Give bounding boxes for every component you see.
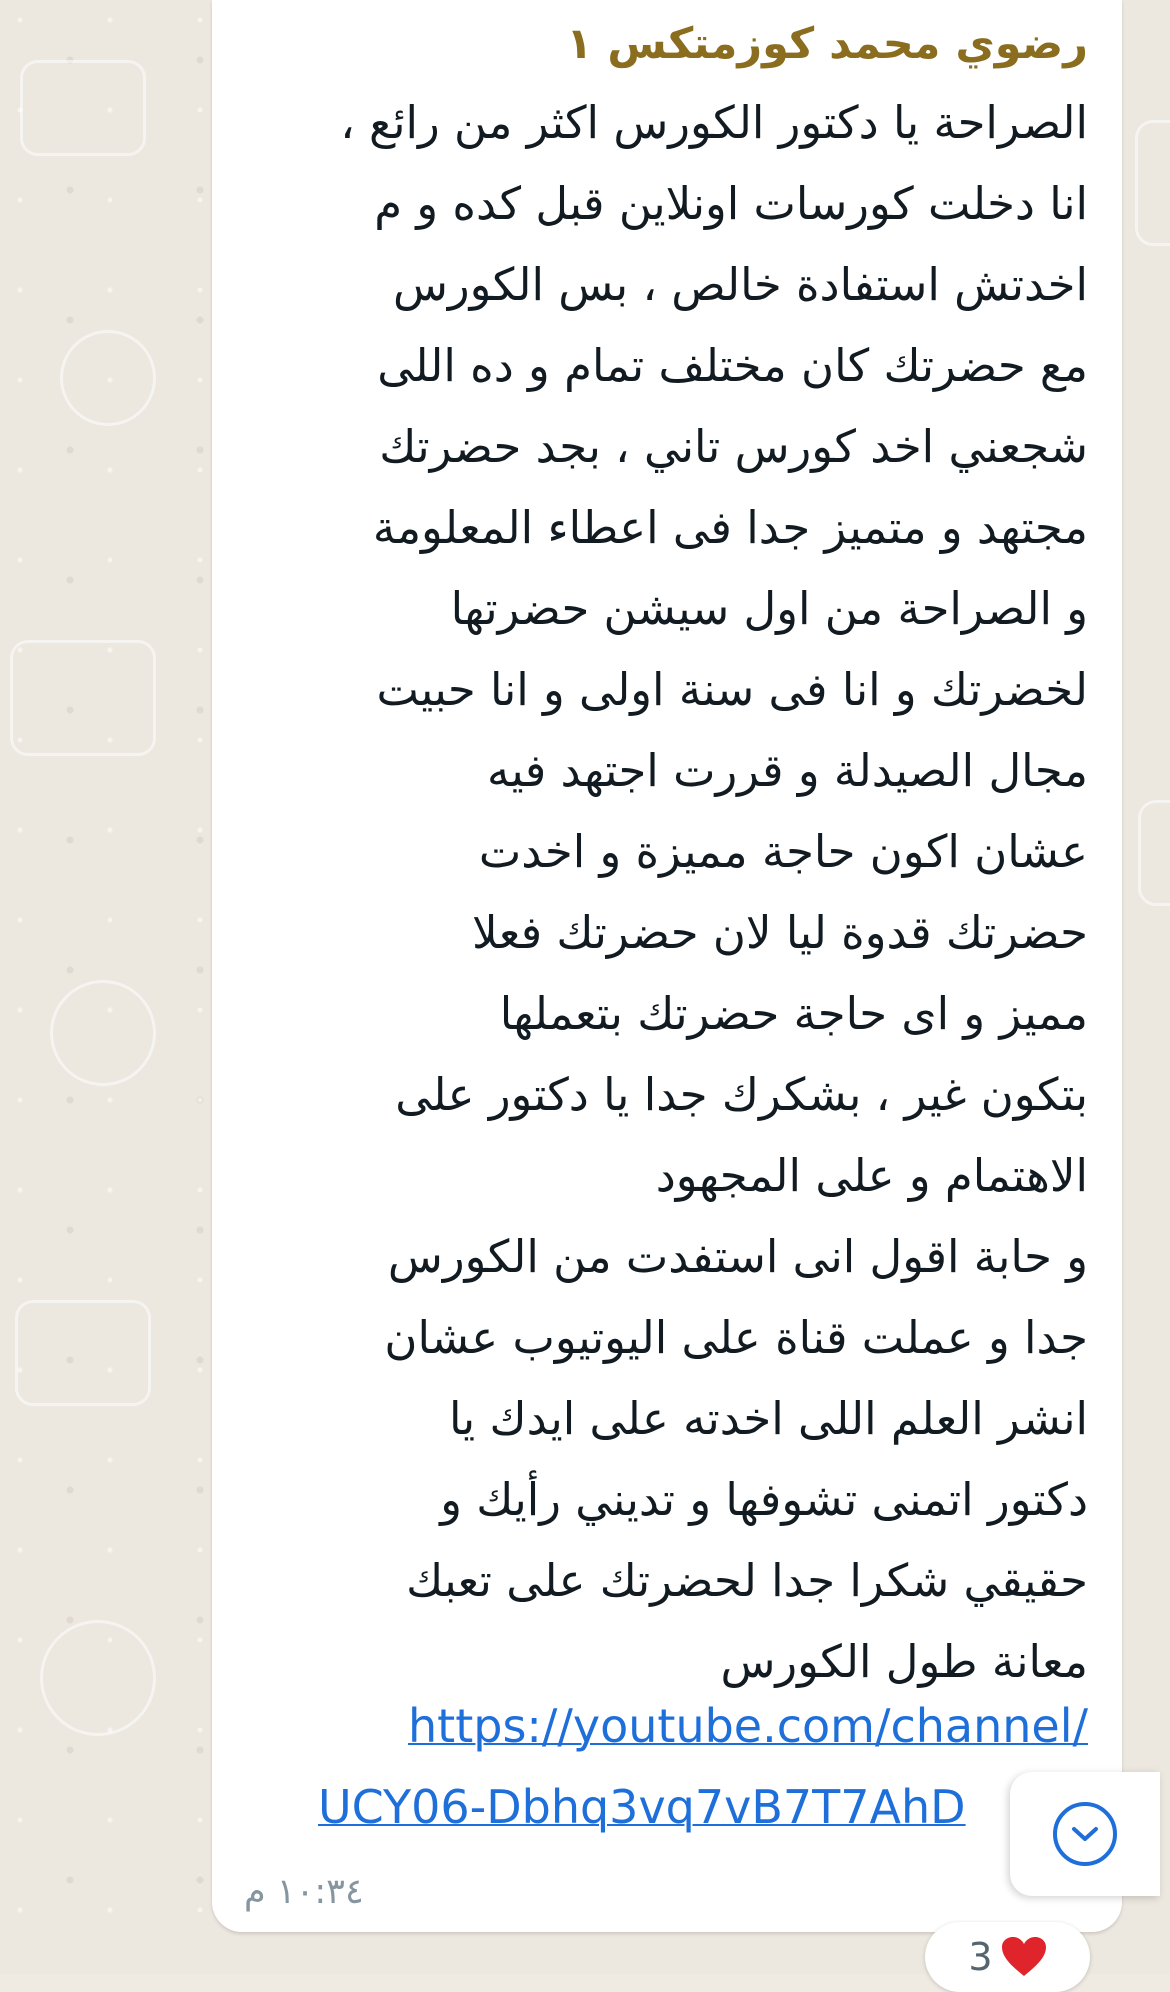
sender-name[interactable]: رضوي محمد كوزمتكس ١ bbox=[566, 19, 1088, 69]
message-text bbox=[238, 82, 1088, 1702]
message-line: شجعني اخد كورس تاني ، بجد حضرتك bbox=[379, 420, 1088, 473]
wallpaper-doodle bbox=[15, 1300, 151, 1406]
wallpaper-doodle bbox=[1138, 800, 1170, 906]
reaction-count: 3 bbox=[968, 1935, 993, 1979]
message-line: الاهتمام و على المجهود bbox=[655, 1149, 1088, 1202]
heart-icon bbox=[1001, 1936, 1047, 1978]
message-line: مميز و اى حاجة حضرتك بتعملها bbox=[499, 987, 1088, 1040]
wallpaper-doodle bbox=[60, 330, 156, 426]
message-line: حقيقي شكرا جدا لحضرتك على تعبك bbox=[406, 1554, 1088, 1607]
reaction-badge[interactable] bbox=[925, 1922, 1090, 1992]
message-line: بتكون غير ، بشكرك جدا يا دكتور على bbox=[395, 1068, 1088, 1121]
message-line: عشان اكون حاجة مميزة و اخدت bbox=[478, 825, 1088, 878]
message-line: مجال الصيدلة و قررت اجتهد فيه bbox=[487, 744, 1088, 797]
message-line: انا دخلت كورسات اونلاين قبل كده و م bbox=[374, 177, 1088, 230]
wallpaper-doodle bbox=[20, 60, 146, 156]
message-line: و حابة اقول انى استفدت من الكورس bbox=[387, 1230, 1088, 1283]
youtube-link-line[interactable]: https://youtube.com/channel/ bbox=[408, 1699, 1088, 1753]
message-line: مجتهد و متميز جدا فى اعطاء المعلومة bbox=[372, 501, 1088, 554]
message-line: دكتور اتمنى تشوفها و تديني رأيك و bbox=[440, 1473, 1088, 1526]
message-line: معانة طول الكورس bbox=[720, 1635, 1088, 1688]
message-bubble[interactable] bbox=[212, 0, 1122, 1932]
wallpaper-doodle bbox=[10, 640, 156, 756]
youtube-link[interactable] bbox=[228, 1686, 1088, 1848]
wallpaper-doodle bbox=[40, 1620, 156, 1736]
message-line: اخدتش استفادة خالص ، بس الكورس bbox=[393, 258, 1088, 311]
message-line: لخضرتك و انا فى سنة اولى و انا حبيت bbox=[376, 663, 1088, 716]
message-timestamp: ١٠:٣٤ م bbox=[244, 1872, 364, 1912]
message-line: جدا و عملت قناة على اليوتيوب عشان bbox=[384, 1311, 1088, 1364]
message-line: انشر العلم اللى اخدته على ايدك يا bbox=[448, 1392, 1088, 1445]
wallpaper-doodle bbox=[50, 980, 156, 1086]
message-line: و الصراحة من اول سيشن حضرتها bbox=[450, 582, 1088, 635]
message-line: مع حضرتك كان مختلف تمام و ده اللى bbox=[377, 339, 1088, 392]
message-line: الصراحة يا دكتور الكورس اكثر من رائع ، bbox=[340, 96, 1088, 149]
youtube-link-line[interactable]: UCY06-Dbhq3vq7vB7T7AhD bbox=[318, 1780, 966, 1834]
message-line: حضرتك قدوة ليا لان حضرتك فعلا bbox=[472, 906, 1088, 959]
scroll-to-bottom-button[interactable] bbox=[1010, 1772, 1160, 1896]
chevron-down-circle-icon bbox=[1053, 1802, 1117, 1866]
chevron-down-icon bbox=[1070, 1824, 1100, 1844]
wallpaper-doodle bbox=[1135, 120, 1170, 246]
